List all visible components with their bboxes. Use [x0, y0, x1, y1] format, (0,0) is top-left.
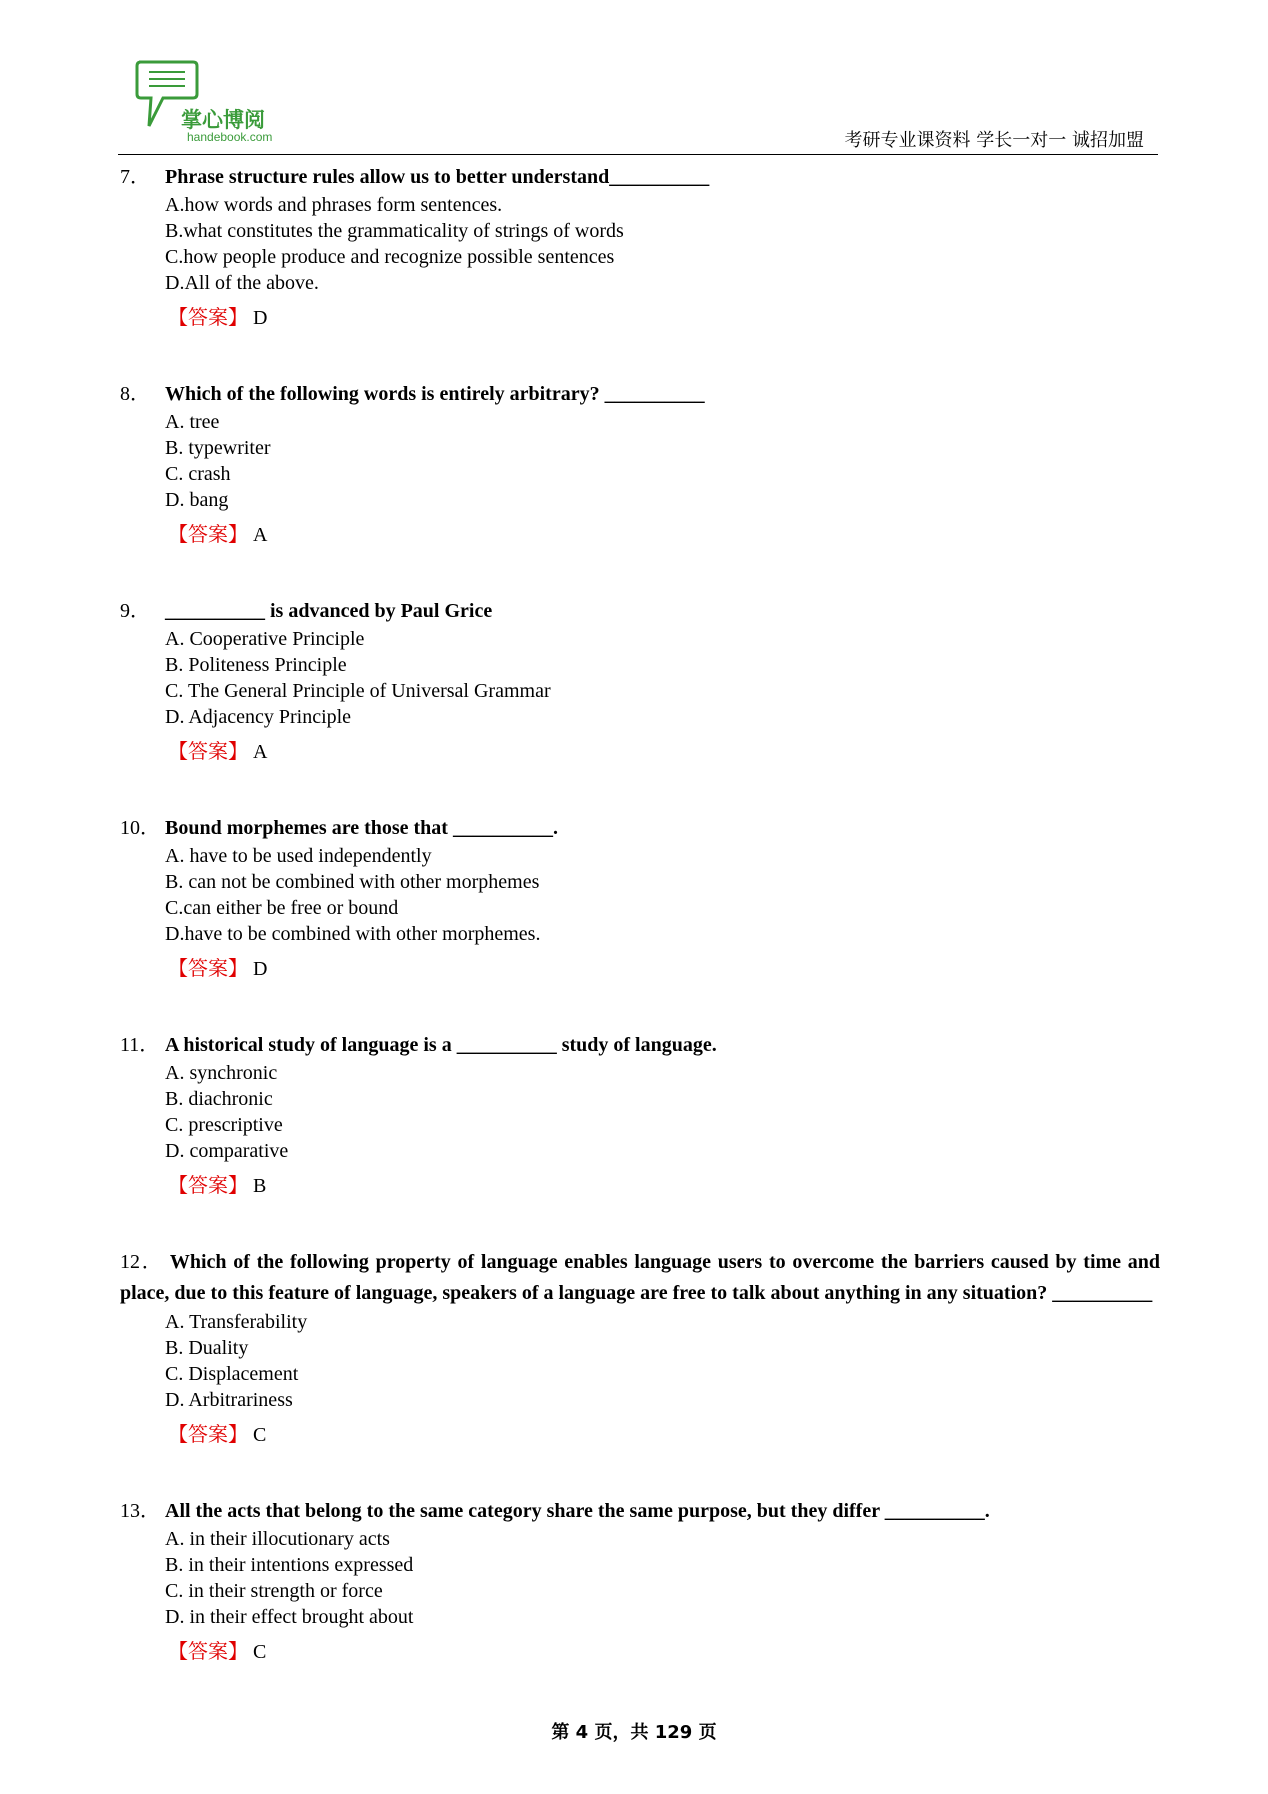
answer-label: 【答案】	[168, 522, 248, 546]
answer-line	[120, 1419, 1160, 1450]
option-b: B. can not be combined with other morphemes	[165, 871, 540, 893]
option-list	[120, 626, 1160, 730]
question-stem	[120, 813, 1160, 843]
option-d: D. Arbitrariness	[165, 1389, 293, 1411]
option-d: D.All of the above.	[165, 272, 319, 294]
option-c: C. in their strength or force	[165, 1580, 383, 1602]
option-list	[120, 1526, 1160, 1630]
question-text: Phrase structure rules allow us to better understand__________	[165, 166, 710, 188]
option-d: D.have to be combined with other morphemes.	[165, 923, 541, 945]
answer-line	[120, 1636, 1160, 1667]
option-c: C. crash	[165, 463, 231, 485]
question-item	[120, 1247, 1160, 1450]
answer-line	[120, 302, 1160, 333]
option-a: A. in their illocutionary acts	[165, 1528, 390, 1550]
option-b: B. Duality	[165, 1337, 249, 1359]
question-stem	[120, 379, 1160, 409]
question-text: All the acts that belong to the same category share the same purpose, but they differ __________.	[165, 1500, 990, 1522]
question-number: 7．	[120, 166, 150, 188]
logo-chinese-name: 掌心博阅	[181, 108, 265, 132]
question-number: 10．	[120, 817, 160, 839]
answer-label: 【答案】	[168, 305, 248, 329]
option-list	[120, 1309, 1160, 1413]
option-a: A. have to be used independently	[165, 845, 432, 867]
option-a: A.how words and phrases form sentences.	[165, 194, 503, 216]
question-text: __________ is advanced by Paul Grice	[165, 600, 493, 622]
answer-label: 【答案】	[168, 1173, 248, 1197]
option-list	[120, 843, 1160, 947]
page-footer	[0, 1718, 1268, 1744]
question-item	[120, 379, 1160, 550]
option-b: B.what constitutes the grammaticality of strings of words	[165, 220, 624, 242]
page-header	[118, 60, 1158, 156]
question-number: 8．	[120, 383, 150, 405]
option-list	[120, 192, 1160, 296]
option-d: D. bang	[165, 489, 229, 511]
option-c: C.can either be free or bound	[165, 897, 399, 919]
option-a: A. Transferability	[165, 1311, 308, 1333]
question-item	[120, 162, 1160, 333]
question-text: Which of the following words is entirely arbitrary? __________	[165, 383, 705, 405]
answer-value: D	[253, 307, 268, 329]
question-list	[120, 162, 1160, 1667]
option-d: D. comparative	[165, 1140, 289, 1162]
option-a: A. tree	[165, 411, 220, 433]
answer-label: 【答案】	[168, 956, 248, 980]
question-stem	[120, 1030, 1160, 1060]
option-b: B. Politeness Principle	[165, 654, 347, 676]
option-c: C. Displacement	[165, 1363, 299, 1385]
question-stem	[120, 162, 1160, 192]
question-stem	[120, 596, 1160, 626]
option-b: B. in their intentions expressed	[165, 1554, 414, 1576]
question-number: 9．	[120, 600, 150, 622]
site-logo	[135, 60, 285, 150]
answer-label: 【答案】	[168, 739, 248, 763]
question-item	[120, 596, 1160, 767]
question-item	[120, 813, 1160, 984]
answer-line	[120, 1170, 1160, 1201]
option-b: B. typewriter	[165, 437, 271, 459]
question-item	[120, 1030, 1160, 1201]
option-c: C. The General Principle of Universal Grammar	[165, 680, 551, 702]
answer-value: A	[253, 741, 268, 763]
header-divider	[118, 154, 1158, 155]
question-stem	[120, 1496, 1160, 1526]
question-number: 12．	[120, 1251, 164, 1273]
question-number: 13．	[120, 1500, 160, 1522]
answer-value: C	[253, 1641, 267, 1663]
question-number: 11．	[120, 1034, 160, 1056]
answer-label: 【答案】	[168, 1639, 248, 1663]
option-list	[120, 409, 1160, 513]
answer-value: D	[253, 958, 268, 980]
question-text: Bound morphemes are those that __________.	[165, 817, 558, 839]
answer-value: B	[253, 1175, 267, 1197]
option-a: A. Cooperative Principle	[165, 628, 365, 650]
question-text: A historical study of language is a __________ study of language.	[165, 1034, 717, 1056]
question-text: Which of the following property of language enables language users to overcome the barriers caused by time and place, due to this feature of language, speakers of a language are free to talk about anything in any situation? __________	[120, 1251, 1161, 1304]
option-b: B. diachronic	[165, 1088, 273, 1110]
answer-value: A	[253, 524, 268, 546]
answer-label: 【答案】	[168, 1422, 248, 1446]
header-slogan: 考研专业课资料 学长一对一 诚招加盟	[844, 130, 1144, 151]
question-item	[120, 1496, 1160, 1667]
answer-line	[120, 519, 1160, 550]
page-number: 第 4 页，共 129 页	[551, 1722, 717, 1743]
option-list	[120, 1060, 1160, 1164]
answer-line	[120, 736, 1160, 767]
option-a: A. synchronic	[165, 1062, 278, 1084]
logo-domain: handebook.com	[187, 130, 273, 144]
option-d: D. Adjacency Principle	[165, 706, 352, 728]
option-c: C.how people produce and recognize possible sentences	[165, 246, 615, 268]
question-stem	[120, 1247, 1160, 1309]
option-c: C. prescriptive	[165, 1114, 283, 1136]
answer-value: C	[253, 1424, 267, 1446]
answer-line	[120, 953, 1160, 984]
option-d: D. in their effect brought about	[165, 1606, 414, 1628]
